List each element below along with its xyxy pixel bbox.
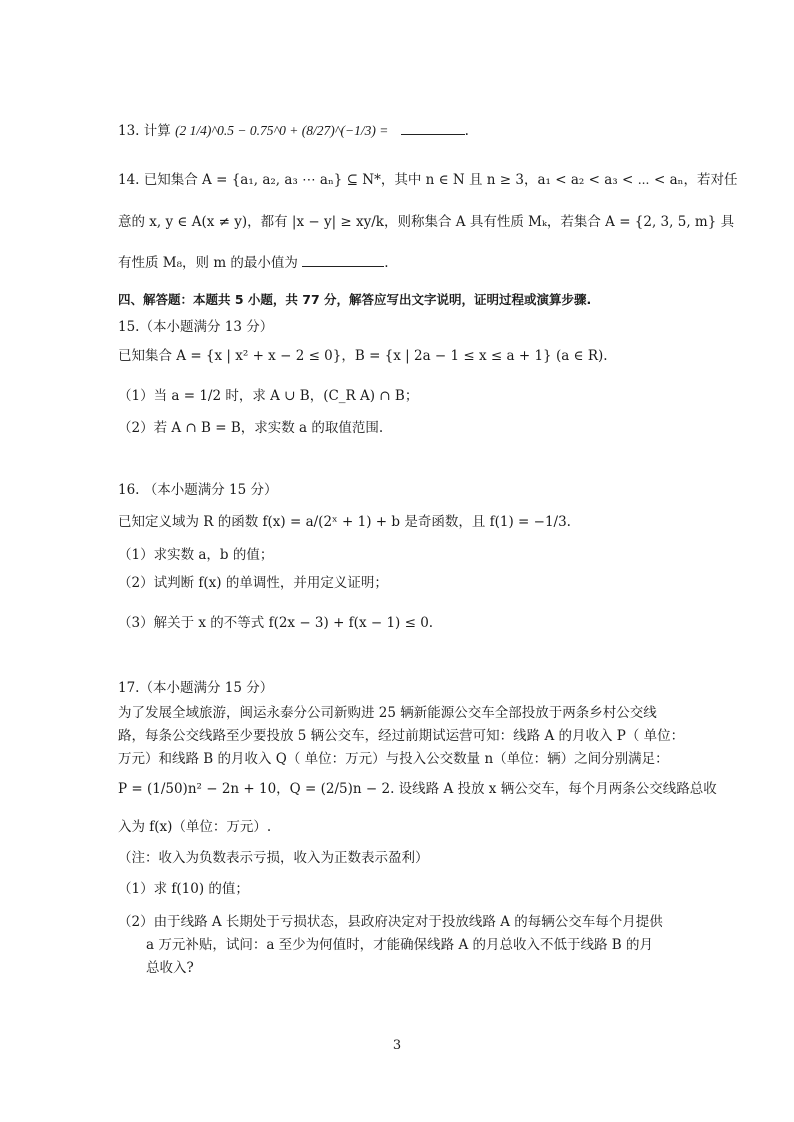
q16-part-1: （1）求实数 a，b 的值； — [118, 547, 274, 563]
q14-answer-blank — [302, 252, 384, 267]
q15-part-2: （2）若 A ∩ B = B，求实数 a 的取值范围. — [118, 420, 384, 436]
q13-suffix: . — [464, 123, 469, 139]
q14-line-1: 14. 已知集合 A = {a₁, a₂, a₃ ⋯ aₙ} ⊆ N*，其中 n ∈ N 且 n ≥ 3，a₁ < a₂ < a₃ < ⋯ < aₙ，若对任 — [118, 172, 738, 188]
page-number: 3 — [392, 1038, 402, 1053]
q14-line-2: 意的 x, y ∈ A(x ≠ y)，都有 |x − y| ≥ xy/k，则称集合 A 具有性质 Mₖ，若集合 A = {2, 3, 5, m} 具 — [118, 214, 735, 230]
q17-part-2-line-2: a 万元补贴，试问：a 至少为何值时，才能确保线路 A 的月总收入不低于线路 B 的月 — [146, 937, 654, 953]
q16-part-2: （2）试判断 f(x) 的单调性，并用定义证明； — [118, 575, 388, 591]
q17-part-2-line-1: （2）由于线路 A 长期处于亏损状态，县政府决定对于投放线路 A 的每辆公交车每个月提供 — [118, 914, 663, 930]
question-13 — [118, 120, 469, 141]
q16-stem: 已知定义域为 R 的函数 f(x) = a/(2ˣ + 1) + b 是奇函数，且 f(1) = −1/3. — [118, 514, 571, 530]
q17-note: （注：收入为负数表示亏损，收入为正数表示盈利） — [118, 850, 429, 866]
q17-stem-line-1: 为了发展全域旅游，闽运永泰分公司新购进 25 辆新能源公交车全部投放于两条乡村公交线 — [118, 705, 657, 721]
q16-title: 16. （本小题满分 15 分） — [118, 482, 278, 498]
q15-part-1: （1）当 a = 1/2 时，求 A ∪ B，(C_R A) ∩ B； — [118, 388, 419, 404]
q13-prefix: 13. 计算 — [118, 123, 171, 139]
q13-expression: (2 1/4)^0.5 − 0.75^0 + (8/27)^(−1/3) = — [175, 123, 389, 138]
q16-part-3: （3）解关于 x 的不等式 f(2x − 3) + f(x − 1) ≤ 0. — [118, 615, 434, 631]
section-4-header: 四、解答题：本题共 5 小题，共 77 分，解答应写出文字说明，证明过程或演算步骤. — [118, 292, 592, 307]
q15-title: 15.（本小题满分 13 分） — [118, 319, 274, 335]
q15-stem: 已知集合 A = {x | x² + x − 2 ≤ 0}，B = {x | 2a − 1 ≤ x ≤ a + 1} (a ∈ R). — [118, 348, 608, 364]
q14-line-3-text: 有性质 M₈，则 m 的最小值为 — [118, 255, 298, 271]
q14-line-3 — [118, 252, 389, 273]
q17-stem-line-3: 万元）和线路 B 的月收入 Q（ 单位：万元）与投入公交数量 n（单位：辆）之间分别满足： — [118, 751, 669, 767]
q17-stem-line-2: 路，每条公交线路至少要投放 5 辆公交车，经过前期试运营可知：线路 A 的月收入 P（ 单位： — [118, 728, 685, 744]
q17-part-1: （1）求 f(10) 的值； — [118, 881, 249, 897]
q17-stem-line-5: 入为 f(x)（单位：万元）. — [118, 819, 272, 835]
q14-suffix: . — [384, 255, 389, 271]
q17-title: 17.（本小题满分 15 分） — [118, 680, 274, 696]
q17-part-2-line-3: 总收入? — [146, 960, 194, 976]
q13-answer-blank — [401, 120, 465, 135]
q17-stem-line-4: P = (1/50)n² − 2n + 10，Q = (2/5)n − 2. 设线路 A 投放 x 辆公交车，每个月两条公交线路总收 — [118, 781, 717, 797]
